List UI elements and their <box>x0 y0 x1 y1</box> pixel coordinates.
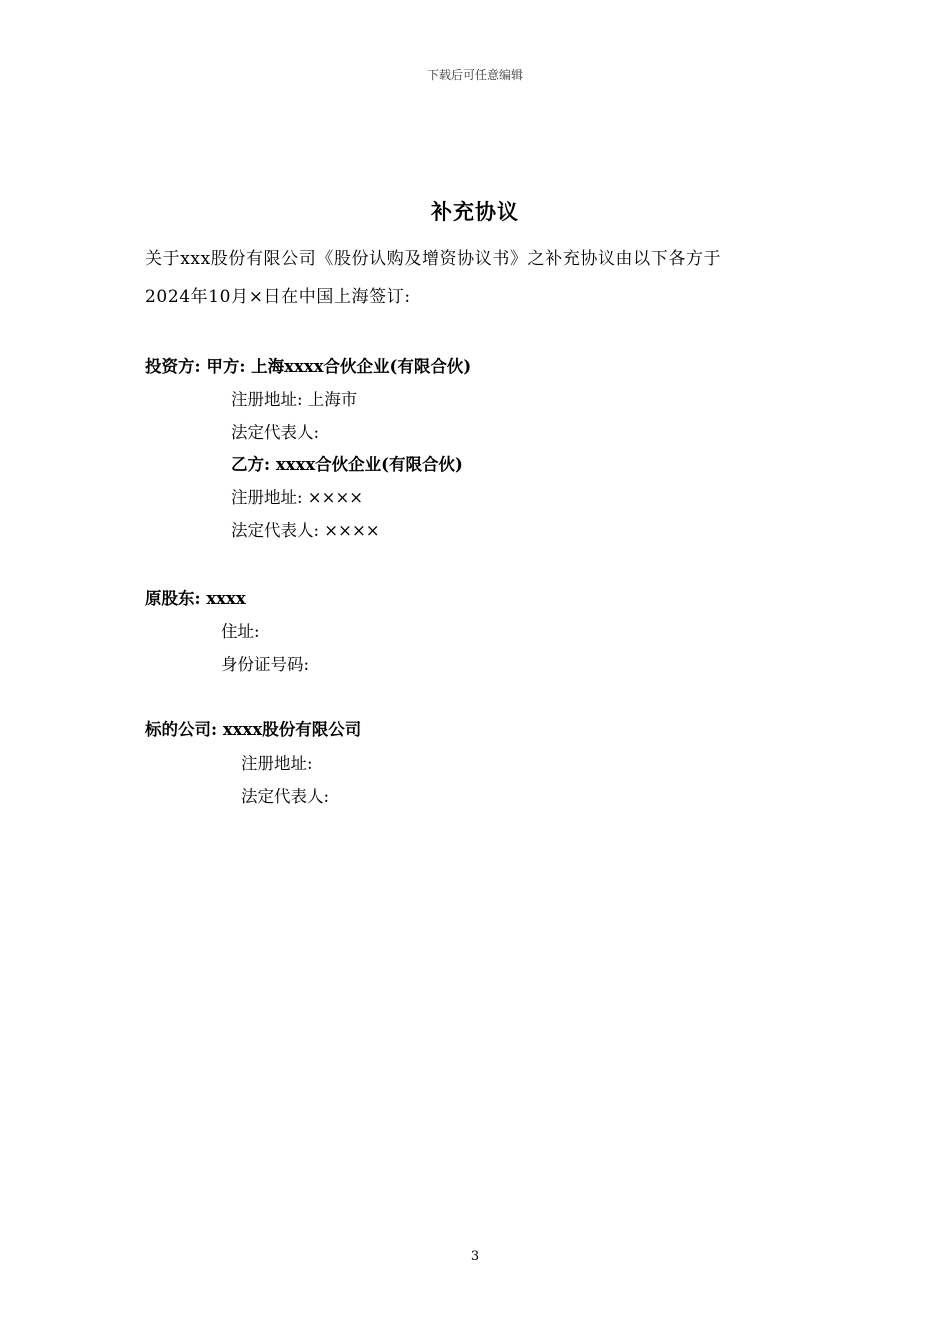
original-shareholder-section <box>145 588 246 610</box>
party-b-address: 注册地址: ×××× <box>231 488 364 507</box>
intro-line-2: 2024年10月×日在中国上海签订: <box>145 287 411 307</box>
original-shareholder-address: 住址: <box>221 622 260 641</box>
party-a-name: 甲方: 上海xxxx合伙企业(有限合伙) <box>206 357 472 376</box>
page-number: 3 <box>470 1249 480 1264</box>
target-company-name: xxxx股份有限公司 <box>222 720 362 739</box>
document-title: 补充协议 <box>431 199 519 224</box>
target-company-legal-rep: 法定代表人: <box>241 787 330 806</box>
target-company-label: 标的公司: <box>145 720 218 739</box>
party-a-address: 注册地址: 上海市 <box>231 390 358 409</box>
target-company-section <box>145 719 361 741</box>
party-b-legal-rep: 法定代表人: ×××× <box>231 521 380 540</box>
investor-label: 投资方: <box>145 357 201 376</box>
investor-section <box>145 356 471 378</box>
intro-line-1: 关于xxx股份有限公司《股份认购及增资协议书》之补充协议由以下各方于 <box>145 249 722 269</box>
original-shareholder-label: 原股东: <box>145 589 201 608</box>
party-a-legal-rep: 法定代表人: <box>231 423 320 442</box>
party-b-name: 乙方: xxxx合伙企业(有限合伙) <box>231 455 463 474</box>
original-shareholder-id-number: 身份证号码: <box>221 655 310 674</box>
page-header-note: 下载后可任意编辑 <box>426 68 523 82</box>
target-company-address: 注册地址: <box>241 754 313 773</box>
original-shareholder-name: xxxx <box>206 589 246 608</box>
